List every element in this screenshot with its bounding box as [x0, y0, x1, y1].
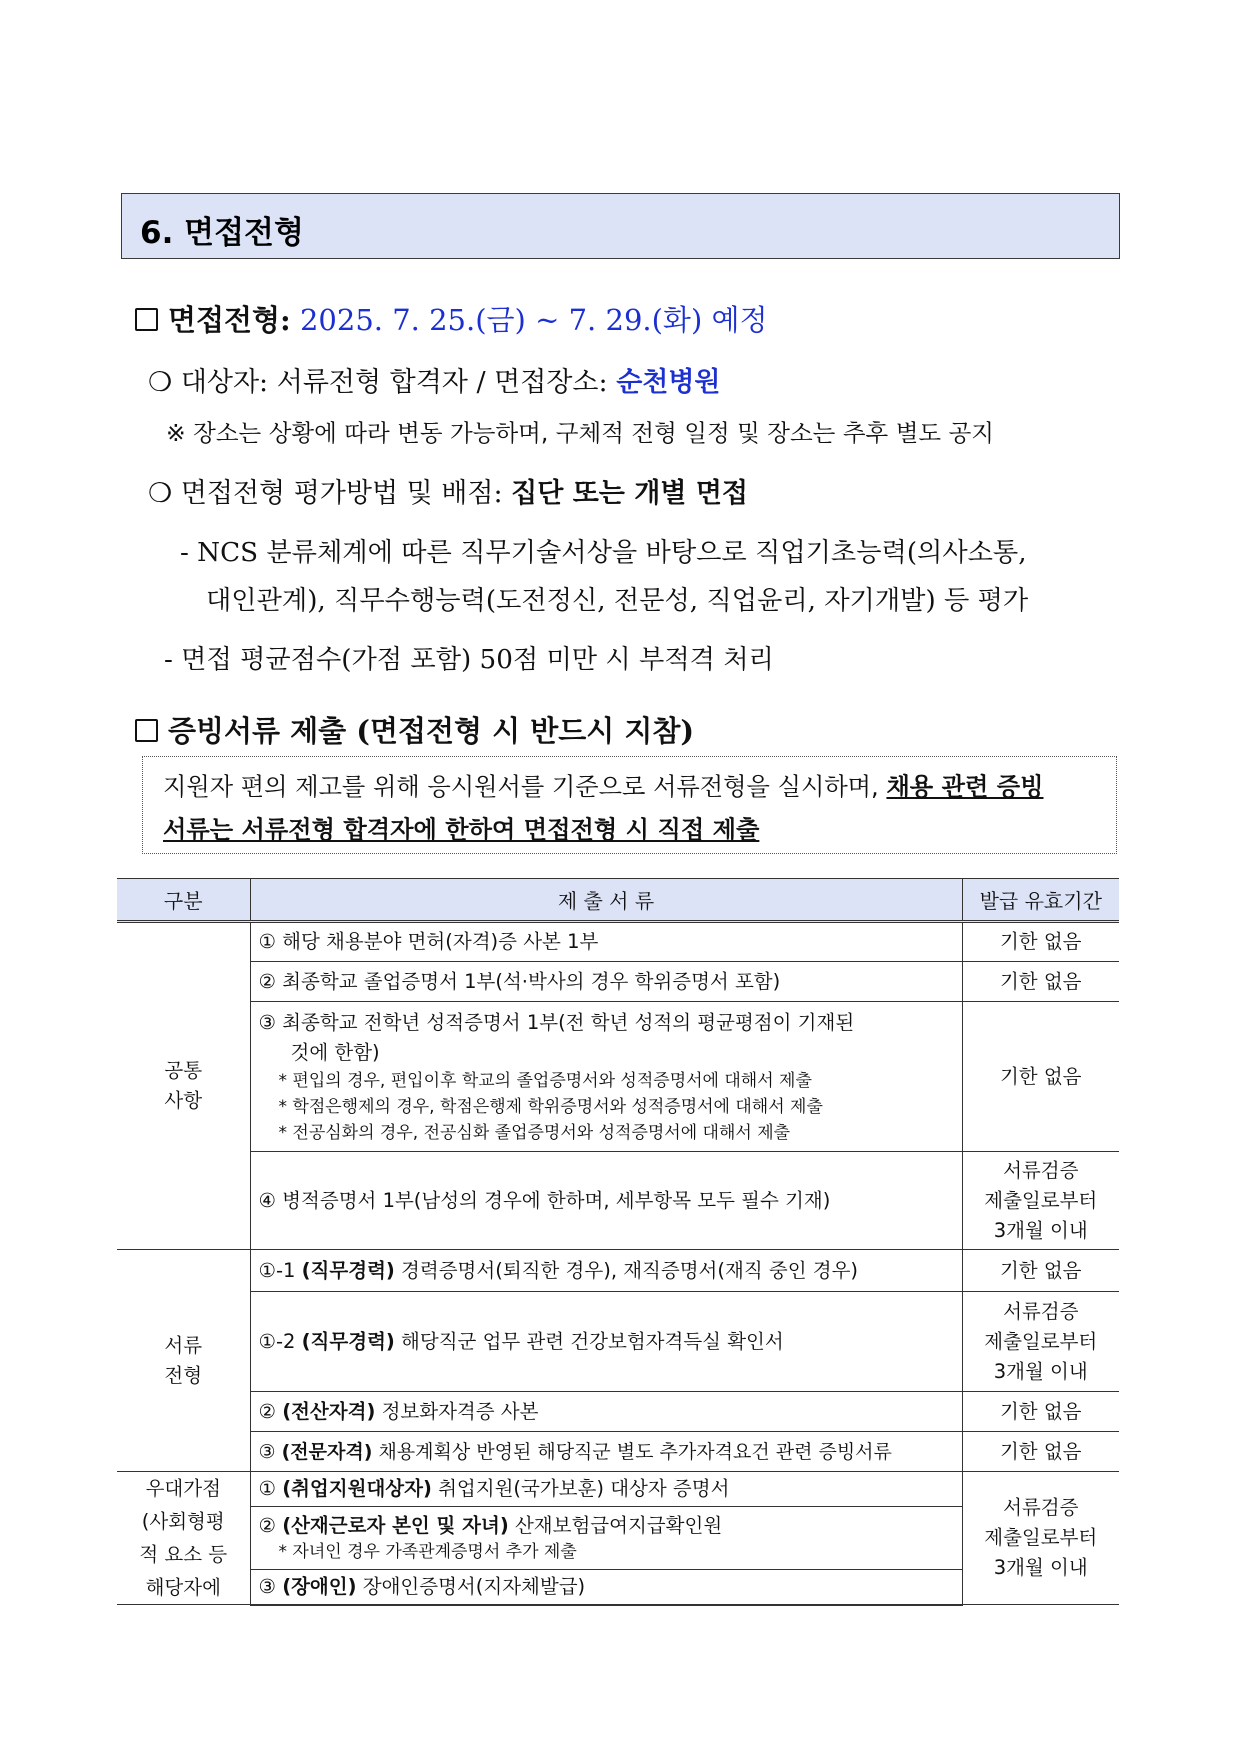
interview-detail-1b: 대인관계), 직무수행능력(도전정신, 전문성, 직업윤리, 자기개발) 등 평가: [206, 586, 1029, 616]
interview-detail-2: - 면접 평균점수(가점 포함) 50점 미만 시 부적격 처리: [164, 645, 774, 675]
doc-cell: ② 최종학교 졸업증명서 1부(석·박사의 경우 학위증명서 포함): [250, 962, 962, 1002]
doc-cell: [250, 1472, 962, 1507]
interview-venue: 순천병원: [616, 367, 721, 398]
doc-cell: ① 해당 채용분야 면허(자격)증 사본 1부: [250, 922, 962, 962]
header-validity: 발급 유효기간: [962, 879, 1119, 922]
checkbox-square-icon: [135, 719, 158, 742]
table-row: [117, 922, 1119, 962]
validity-cell: 서류검증 제출일로부터 3개월 이내: [962, 1472, 1119, 1605]
table-row: [117, 1002, 1119, 1152]
doc-cell-transcript: [250, 1002, 962, 1152]
group-preference: 우대가점 (사회형평 적 요소 등 해당자에: [117, 1472, 250, 1605]
table-header-row: [117, 879, 1119, 922]
doc-num: ③: [258, 1574, 276, 1598]
doc-text: 정보화자격증 사본: [381, 1399, 539, 1423]
interview-target-label: 대상자: 서류전형 합격자 / 면접장소:: [180, 367, 608, 398]
validity-cell: 기한 없음: [962, 962, 1119, 1002]
doc-category: (직무경력): [301, 1258, 395, 1282]
doc-note: * 편입의 경우, 편입이후 학교의 졸업증명서와 성적증명서에 대해서 제출: [278, 1070, 812, 1091]
doc-category: (전문자격): [281, 1440, 373, 1463]
doc-cell: [250, 1432, 962, 1472]
doc-text: 경력증명서(퇴직한 경우), 재직증명서(재직 중인 경우): [401, 1258, 859, 1282]
group-screening: 서류 전형: [117, 1250, 250, 1472]
doc-category: (장애인): [282, 1574, 357, 1598]
validity-cell: 기한 없음: [962, 1392, 1119, 1432]
doc-num: ②: [258, 1513, 276, 1537]
checkbox-square-icon: [135, 308, 158, 331]
doc-num: ①: [258, 1476, 276, 1500]
documents-table: [117, 878, 1119, 1606]
interview-target-line: [148, 360, 721, 399]
table-row: [117, 1292, 1119, 1392]
doc-note: * 전공심화의 경우, 전공심화 졸업증명서와 성적증명서에 대해서 제출: [278, 1122, 791, 1143]
interview-method-line: [148, 471, 748, 510]
documents-heading-line: [135, 709, 694, 750]
doc-num: ③: [258, 1440, 276, 1463]
doc-note: * 자녀인 경우 가족관계증명서 추가 제출: [278, 1541, 577, 1562]
table-row: [117, 1250, 1119, 1292]
notice-bold-1: 채용 관련 증빙: [886, 773, 1044, 801]
notice-text: 지원자 편의 제고를 위해 응시원서를 기준으로 서류전형을 실시하며,: [163, 773, 879, 801]
doc-cell: [250, 1250, 962, 1292]
doc-note: * 학점은행제의 경우, 학점은행제 학위증명서와 성적증명서에 대해서 제출: [278, 1096, 823, 1117]
doc-num: ②: [258, 1399, 276, 1423]
table-row: [117, 962, 1119, 1002]
circle-bullet-icon: ❍: [148, 367, 173, 398]
section-title-box: [121, 193, 1120, 259]
interview-schedule: 2025. 7. 25.(금) ~ 7. 29.(화) 예정: [299, 303, 768, 337]
doc-category: (전산자격): [282, 1399, 376, 1423]
interview-schedule-line: [135, 298, 768, 339]
notice-bold-2: 서류는 서류전형 합격자에 한하여 면접전형 시 직접 제출: [163, 816, 760, 844]
doc-line: ③ 최종학교 전학년 성적증명서 1부(전 학년 성적의 평균평점이 기재된: [258, 1010, 855, 1034]
doc-num: ①-2: [258, 1329, 296, 1353]
doc-cell: [250, 1392, 962, 1432]
doc-text: 해당직군 업무 관련 건강보험자격득실 확인서: [401, 1329, 784, 1353]
doc-cell: [250, 1506, 962, 1569]
validity-cell: 서류검증 제출일로부터 3개월 이내: [962, 1152, 1119, 1250]
table-row: [117, 1152, 1119, 1250]
table-row: [117, 1432, 1119, 1472]
validity-cell: 기한 없음: [962, 1432, 1119, 1472]
interview-method-label: 면접전형 평가방법 및 배점:: [180, 478, 503, 509]
doc-text: 산재보험급여지급확인원: [514, 1513, 723, 1537]
table-row: [117, 1392, 1119, 1432]
interview-label: 면접전형:: [168, 303, 291, 337]
group-common: 공통 사항: [117, 922, 250, 1250]
table-row: [117, 1472, 1119, 1507]
interview-detail-1a: - NCS 분류체계에 따른 직무기술서상을 바탕으로 직업기초능력(의사소통,: [180, 538, 1027, 568]
header-category: 구분: [117, 879, 250, 922]
interview-note: ※ 장소는 상황에 따라 변동 가능하며, 구체적 전형 일정 및 장소는 추후 별도 공지: [166, 419, 995, 447]
interview-method: 집단 또는 개별 면접: [511, 478, 749, 509]
doc-cell: [250, 1570, 962, 1605]
doc-category: (산재근로자 본인 및 자녀): [282, 1513, 509, 1537]
doc-text: 장애인증명서(지자체발급): [362, 1574, 586, 1598]
circle-bullet-icon: ❍: [148, 478, 173, 509]
doc-text: 취업지원(국가보훈) 대상자 증명서: [438, 1476, 730, 1500]
doc-cell: ④ 병적증명서 1부(남성의 경우에 한하며, 세부항목 모두 필수 기재): [250, 1152, 962, 1250]
section-title: 6. 면접전형: [140, 215, 304, 251]
doc-line: 것에 한함): [290, 1040, 380, 1064]
doc-category: (직무경력): [301, 1329, 395, 1353]
doc-text: 채용계획상 반영된 해당직군 별도 추가자격요건 관련 증빙서류: [378, 1440, 892, 1463]
validity-cell: 기한 없음: [962, 1250, 1119, 1292]
documents-notice: [142, 756, 1117, 854]
doc-category: (취업지원대상자): [282, 1476, 432, 1500]
doc-num: ①-1: [258, 1258, 296, 1282]
documents-heading: 증빙서류 제출 (면접전형 시 반드시 지참): [168, 714, 695, 748]
header-documents: 제 출 서 류: [250, 879, 962, 922]
doc-cell: [250, 1292, 962, 1392]
validity-cell: 서류검증 제출일로부터 3개월 이내: [962, 1292, 1119, 1392]
validity-cell: 기한 없음: [962, 922, 1119, 962]
validity-cell: 기한 없음: [962, 1002, 1119, 1152]
